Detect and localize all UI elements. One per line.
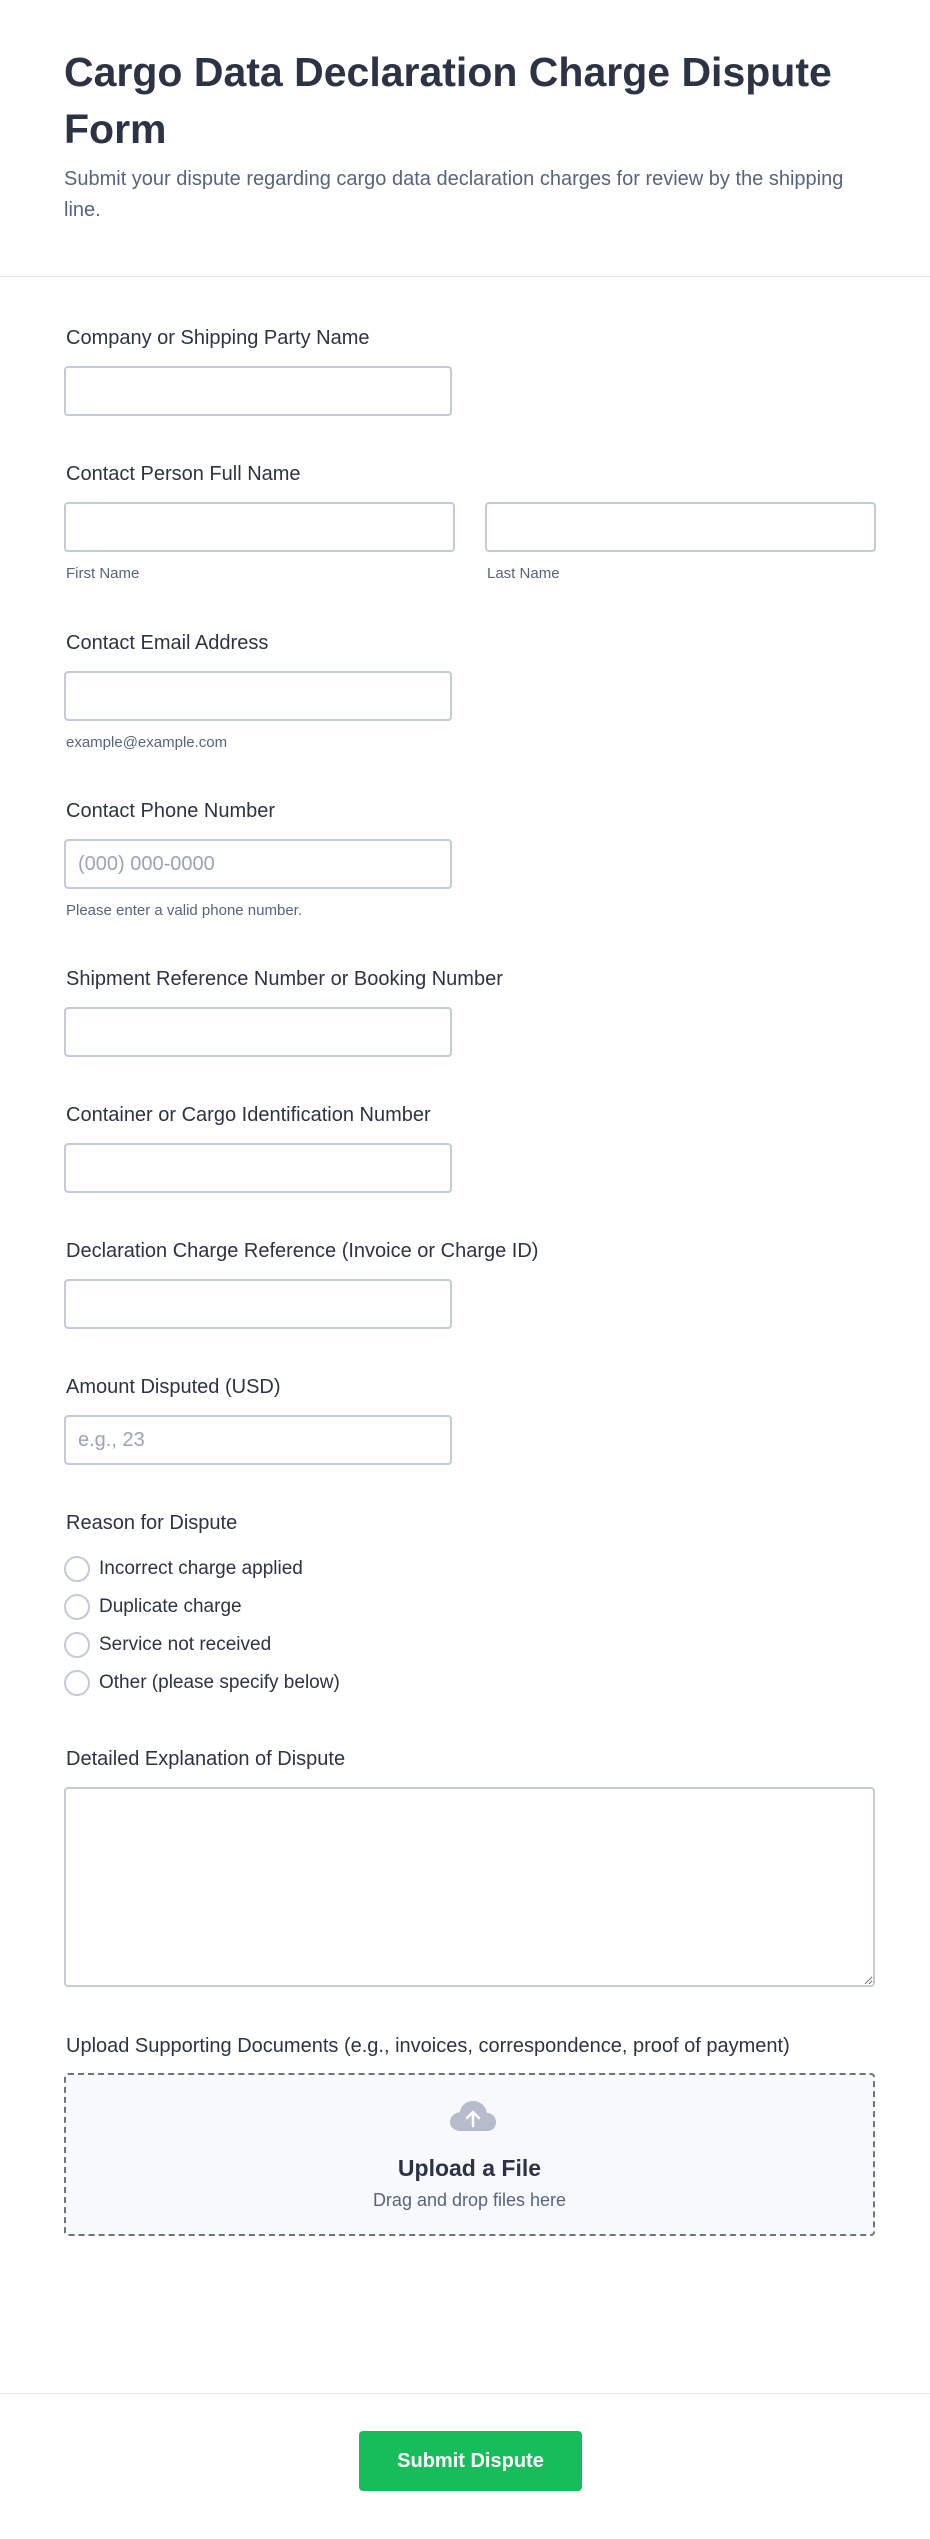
contact-name-field — [64, 461, 874, 584]
first-name-input[interactable] — [64, 502, 455, 552]
upload-title: Upload a File — [397, 2155, 542, 2181]
radio-button[interactable] — [64, 1556, 90, 1582]
contact-name-label: Contact Person Full Name — [66, 463, 301, 485]
file-upload-dropzone[interactable] — [64, 2073, 875, 2236]
container-id-field — [64, 1102, 874, 1193]
radio-button[interactable] — [64, 1594, 90, 1620]
form-footer — [0, 2393, 930, 2539]
cloud-upload-icon — [449, 2099, 497, 2133]
upload-subtitle: Drag and drop files here — [372, 2190, 567, 2210]
reason-option-other[interactable] — [64, 1664, 874, 1702]
reason-options — [64, 1550, 874, 1702]
upload-field — [64, 2033, 874, 2236]
first-name-sublabel: First Name — [66, 565, 140, 582]
last-name-column — [485, 502, 876, 584]
reason-option-service-not-received[interactable] — [64, 1626, 874, 1664]
shipment-ref-field — [64, 966, 874, 1057]
reason-option-label: Service not received — [99, 1634, 272, 1655]
amount-field — [64, 1374, 874, 1465]
phone-sublabel: Please enter a valid phone number. — [66, 902, 302, 919]
container-id-label: Container or Cargo Identification Number — [66, 1104, 431, 1126]
reason-option-duplicate-charge[interactable] — [64, 1588, 874, 1626]
reason-field — [64, 1510, 874, 1702]
reason-label: Reason for Dispute — [66, 1512, 238, 1534]
company-field — [64, 325, 874, 416]
reason-option-label: Duplicate charge — [99, 1596, 242, 1617]
amount-input[interactable] — [64, 1415, 452, 1465]
company-label: Company or Shipping Party Name — [66, 327, 370, 349]
container-id-input[interactable] — [64, 1143, 452, 1193]
explanation-textarea[interactable] — [64, 1787, 875, 1987]
reason-option-label: Other (please specify below) — [99, 1672, 340, 1693]
last-name-sublabel: Last Name — [487, 565, 560, 582]
email-sublabel: example@example.com — [66, 734, 228, 751]
phone-label: Contact Phone Number — [66, 800, 276, 822]
email-label: Contact Email Address — [66, 632, 269, 654]
submit-dispute-button[interactable]: Submit Dispute — [359, 2431, 582, 2491]
phone-field — [64, 798, 874, 921]
upload-label: Upload Supporting Documents (e.g., invoices, correspondence, proof of payment) — [66, 2035, 790, 2057]
reason-option-incorrect-charge[interactable] — [64, 1550, 874, 1588]
contact-name-row — [64, 502, 874, 584]
email-field — [64, 630, 874, 753]
form-title: Cargo Data Declaration Charge Dispute Form — [64, 49, 832, 152]
form-subtitle: Submit your dispute regarding cargo data declaration charges for review by the shipping line. — [64, 168, 844, 221]
radio-button[interactable] — [64, 1670, 90, 1696]
amount-label: Amount Disputed (USD) — [66, 1376, 281, 1398]
last-name-input[interactable] — [485, 502, 876, 552]
explanation-label: Detailed Explanation of Dispute — [66, 1748, 346, 1770]
charge-ref-label: Declaration Charge Reference (Invoice or Charge ID) — [66, 1240, 539, 1262]
shipment-ref-input[interactable] — [64, 1007, 452, 1057]
reason-option-label: Incorrect charge applied — [99, 1558, 303, 1579]
charge-ref-field — [64, 1238, 874, 1329]
email-input[interactable] — [64, 671, 452, 721]
company-input[interactable] — [64, 366, 452, 416]
shipment-ref-label: Shipment Reference Number or Booking Number — [66, 968, 503, 990]
charge-ref-input[interactable] — [64, 1279, 452, 1329]
phone-input[interactable] — [64, 839, 452, 889]
radio-button[interactable] — [64, 1632, 90, 1658]
explanation-field — [64, 1746, 874, 1987]
first-name-column — [64, 502, 455, 584]
form-header — [0, 0, 930, 277]
